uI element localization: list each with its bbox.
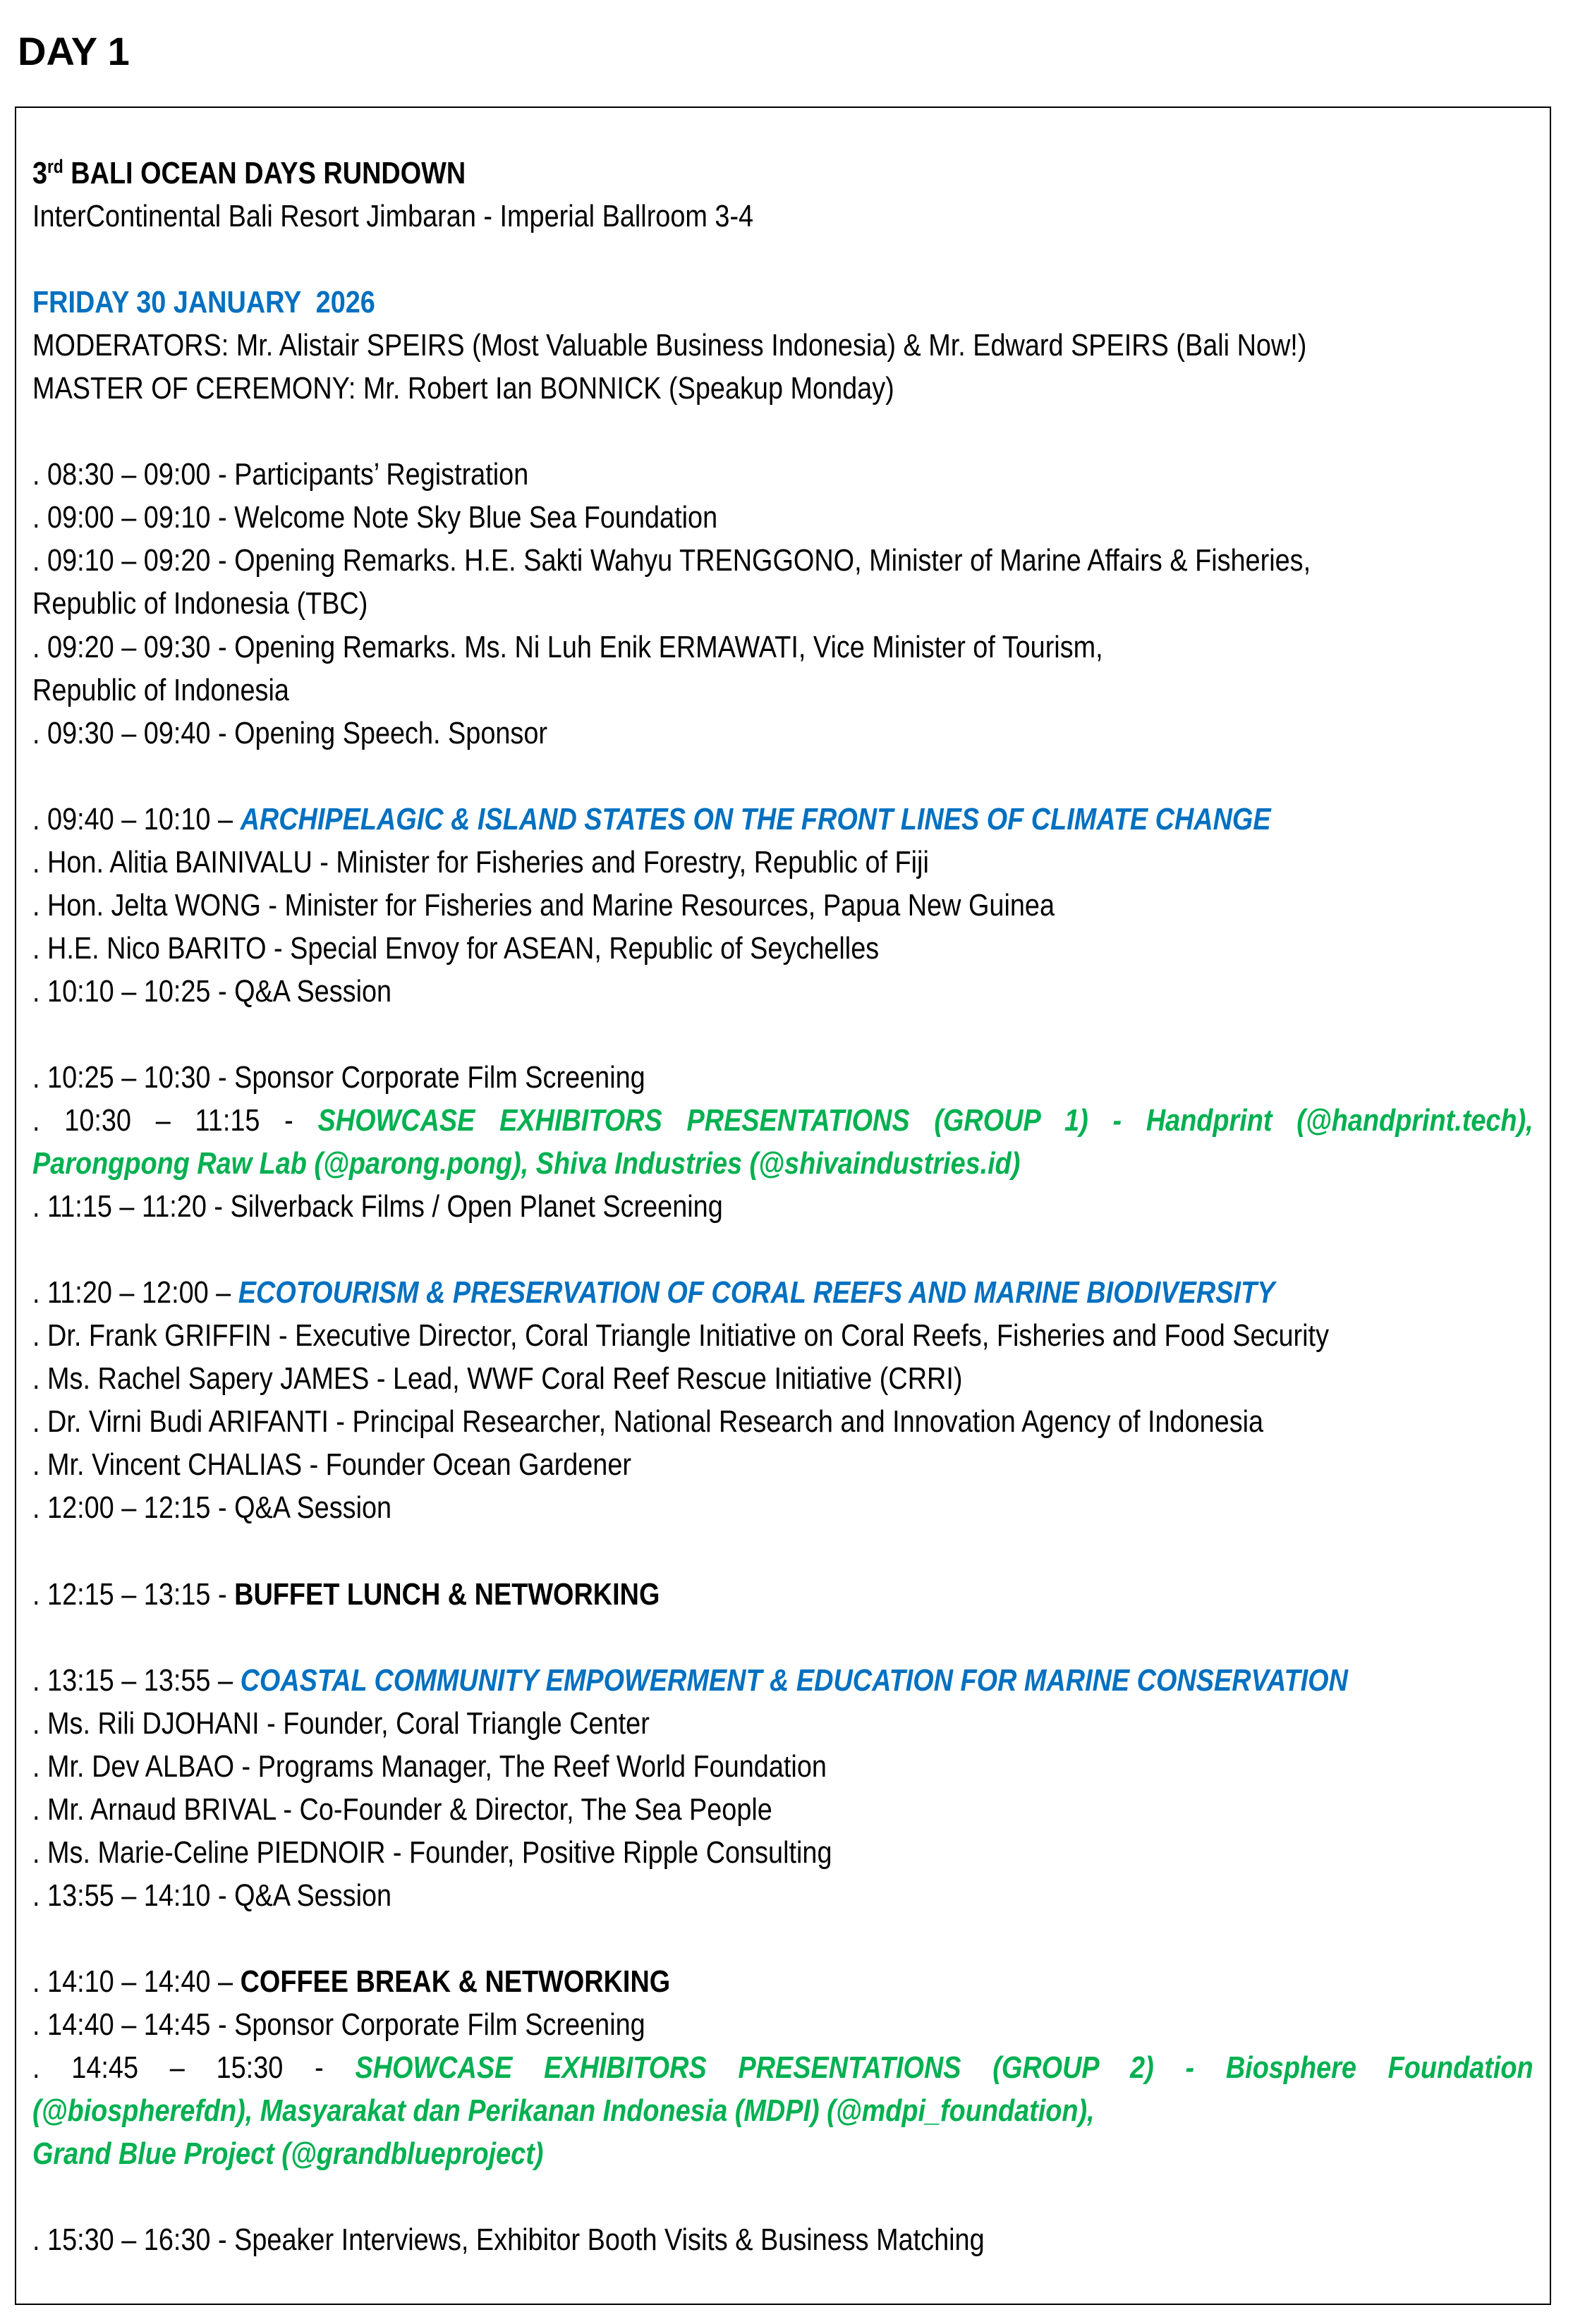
schedule-time: . 08:30 – 09:00 -: [32, 457, 235, 492]
speaker-item: [32, 927, 1533, 970]
lunch-text: BUFFET LUNCH & NETWORKING: [234, 1576, 660, 1612]
qa-text: Q&A Session: [234, 1490, 392, 1526]
session-time: . 11:20 – 12:00 –: [32, 1275, 238, 1310]
moderators: [32, 324, 1533, 367]
qa-text: Q&A Session: [234, 973, 392, 1009]
event-ordinal-suffix: rd: [47, 156, 63, 178]
speaker-item: [32, 884, 1533, 927]
schedule-time: . 10:25 – 10:30 -: [32, 1059, 235, 1095]
closing-item: [32, 2218, 1533, 2261]
schedule-item: [32, 626, 1533, 669]
schedule-text: Opening Remarks. H.E. Sakti Wahyu TRENGGONO, Minister of Marine Affairs & Fisheries,: [234, 543, 1311, 578]
schedule-time: . 09:10 – 09:20 -: [32, 543, 235, 578]
schedule-text: Sponsor Corporate Film Screening: [234, 1059, 645, 1095]
coffee-break-text: COFFEE BREAK & NETWORKING: [240, 1964, 671, 1999]
master-of-ceremony-text: MASTER OF CEREMONY: Mr. Robert Ian BONNICK (Speakup Monday): [32, 371, 894, 406]
closing-text: Speaker Interviews, Exhibitor Booth Visits & Business Matching: [234, 2222, 985, 2258]
session-time: . 09:40 – 10:10 –: [32, 801, 241, 836]
schedule-text: Opening Speech. Sponsor: [234, 715, 547, 750]
speaker-text: . Mr. Dev ALBAO - Programs Manager, The Reef World Foundation: [32, 1748, 827, 1784]
qa-text: Q&A Session: [234, 1878, 392, 1913]
qa-item: [32, 1874, 1533, 1917]
speaker-item: [32, 1443, 1533, 1486]
spacer: [32, 1013, 1533, 1056]
event-title: [32, 152, 1533, 195]
speaker-text: . Hon. Jelta WONG - Minister for Fisheries and Marine Resources, Papua New Guinea: [32, 887, 1055, 923]
schedule-item: [32, 496, 1533, 539]
event-title-text: BALI OCEAN DAYS RUNDOWN: [71, 156, 466, 190]
showcase-text: Grand Blue Project (@grandblueproject): [32, 2136, 544, 2172]
schedule-text: Silverback Films / Open Planet Screening: [230, 1189, 723, 1224]
session-heading: [32, 798, 1533, 841]
coffee-break-item: [32, 1960, 1533, 2003]
speaker-item: [32, 1788, 1533, 1831]
session-title: ECOTOURISM & PRESERVATION OF CORAL REEFS AND MARINE BIODIVERSITY: [238, 1275, 1275, 1310]
schedule-text-continued: Republic of Indonesia (TBC): [32, 586, 368, 621]
day-heading: DAY 1: [18, 29, 130, 73]
session-heading: [32, 1659, 1533, 1702]
speaker-item: [32, 1400, 1533, 1443]
showcase-continued: [32, 2132, 1533, 2175]
speaker-text: . Mr. Vincent CHALIAS - Founder Ocean Gardener: [32, 1447, 632, 1483]
speaker-text: . Ms. Rili DJOHANI - Founder, Coral Triangle Center: [32, 1705, 650, 1741]
speaker-item: [32, 1745, 1533, 1788]
schedule-time: . 11:15 – 11:20 -: [32, 1189, 231, 1224]
session-title: ARCHIPELAGIC & ISLAND STATES ON THE FRONT LINES OF CLIMATE CHANGE: [240, 801, 1271, 836]
spacer: [32, 1917, 1533, 1960]
speaker-text: . Dr. Frank GRIFFIN - Executive Director, Coral Triangle Initiative on Coral Reefs, Fisheries and Food Security: [32, 1318, 1329, 1353]
session-heading: [32, 1271, 1533, 1314]
lunch-time: . 12:15 – 13:15 -: [32, 1576, 235, 1612]
showcase-time: . 14:45 – 15:30 -: [32, 2050, 356, 2086]
schedule-time: . 09:00 – 09:10 -: [32, 500, 235, 535]
schedule-text: Welcome Note Sky Blue Sea Foundation: [234, 500, 718, 535]
closing-time: . 15:30 – 16:30 -: [32, 2222, 235, 2258]
coffee-break-time: . 14:10 – 14:40 –: [32, 1964, 241, 1999]
schedule-text-continued: Republic of Indonesia: [32, 672, 289, 707]
schedule-item: [32, 712, 1533, 755]
session-time: . 13:15 – 13:55 –: [32, 1662, 241, 1698]
spacer: [32, 410, 1533, 453]
speaker-item: [32, 1357, 1533, 1400]
showcase-continued: [32, 2089, 1533, 2132]
schedule-item: [32, 2003, 1533, 2046]
speaker-text: . Ms. Marie-Celine PIEDNOIR - Founder, Positive Ripple Consulting: [32, 1835, 832, 1870]
spacer: [32, 238, 1533, 281]
spacer: [32, 755, 1533, 798]
schedule-item: [32, 1185, 1533, 1228]
speaker-text: . Hon. Alitia BAINIVALU - Minister for Fisheries and Forestry, Republic of Fiji: [32, 844, 929, 880]
qa-item: [32, 970, 1533, 1013]
schedule-item-continued: [32, 669, 1533, 712]
spacer: [32, 2175, 1533, 2218]
showcase-time: . 10:30 – 11:15 -: [32, 1103, 318, 1138]
event-venue-text: InterContinental Bali Resort Jimbaran - Imperial Ballroom 3-4: [32, 199, 754, 234]
schedule-text: Opening Remarks. Ms. Ni Luh Enik ERMAWATI, Vice Minister of Tourism,: [234, 629, 1103, 664]
speaker-item: [32, 1831, 1533, 1874]
qa-time: . 10:10 – 10:25 -: [32, 973, 235, 1009]
schedule-text: Sponsor Corporate Film Screening: [234, 2007, 645, 2043]
lunch-item: [32, 1573, 1533, 1616]
spacer: [32, 1228, 1533, 1271]
schedule-item: [32, 1056, 1533, 1099]
moderators-text: MODERATORS: Mr. Alistair SPEIRS (Most Valuable Business Indonesia) & Mr. Edward SPEIRS (Bali Now!): [32, 328, 1307, 363]
schedule-text: Participants’ Registration: [234, 457, 529, 492]
event-date: [32, 281, 1533, 324]
event-date-text: FRIDAY 30 JANUARY 2026: [32, 285, 375, 320]
showcase-text: SHOWCASE EXHIBITORS PRESENTATIONS (GROUP 2) - Biosphere Foundation: [355, 2050, 1533, 2086]
schedule-time: . 09:30 – 09:40 -: [32, 715, 235, 750]
speaker-text: . Mr. Arnaud BRIVAL - Co-Founder & Director, The Sea People: [32, 1791, 772, 1827]
rundown-content: [32, 152, 1573, 2261]
schedule-time: . 14:40 – 14:45 -: [32, 2007, 235, 2043]
showcase-continued: [32, 1142, 1533, 1185]
qa-time: . 13:55 – 14:10 -: [32, 1878, 235, 1913]
master-of-ceremony: [32, 367, 1533, 410]
showcase-text: SHOWCASE EXHIBITORS PRESENTATIONS (GROUP 1) - Handprint (@handprint.tech),: [317, 1103, 1533, 1138]
schedule-item: [32, 453, 1533, 496]
event-ordinal: 3: [32, 156, 48, 190]
schedule-item-continued: [32, 582, 1533, 625]
speaker-text: . Ms. Rachel Sapery JAMES - Lead, WWF Coral Reef Rescue Initiative (CRRI): [32, 1361, 963, 1397]
schedule-item: [32, 539, 1533, 582]
speaker-item: [32, 841, 1533, 884]
showcase-text: Parongpong Raw Lab (@parong.pong), Shiva Industries (@shivaindustries.id): [32, 1146, 1021, 1181]
schedule-time: . 09:20 – 09:30 -: [32, 629, 235, 664]
showcase-text: (@biospherefdn), Masyarakat dan Perikanan Indonesia (MDPI) (@mdpi_foundation),: [32, 2093, 1095, 2129]
session-title: COASTAL COMMUNITY EMPOWERMENT & EDUCATION FOR MARINE CONSERVATION: [240, 1662, 1348, 1698]
speaker-item: [32, 1702, 1533, 1745]
spacer: [32, 1616, 1533, 1659]
event-venue: [32, 195, 1533, 238]
speaker-text: . H.E. Nico BARITO - Special Envoy for ASEAN, Republic of Seychelles: [32, 930, 880, 966]
showcase-heading: [32, 1099, 1533, 1142]
qa-item: [32, 1486, 1533, 1529]
speaker-item: [32, 1314, 1533, 1357]
showcase-heading: [32, 2046, 1533, 2089]
speaker-text: . Dr. Virni Budi ARIFANTI - Principal Researcher, National Research and Innovation Agency of Indonesia: [32, 1404, 1264, 1440]
qa-time: . 12:00 – 12:15 -: [32, 1490, 235, 1526]
spacer: [32, 1530, 1533, 1573]
